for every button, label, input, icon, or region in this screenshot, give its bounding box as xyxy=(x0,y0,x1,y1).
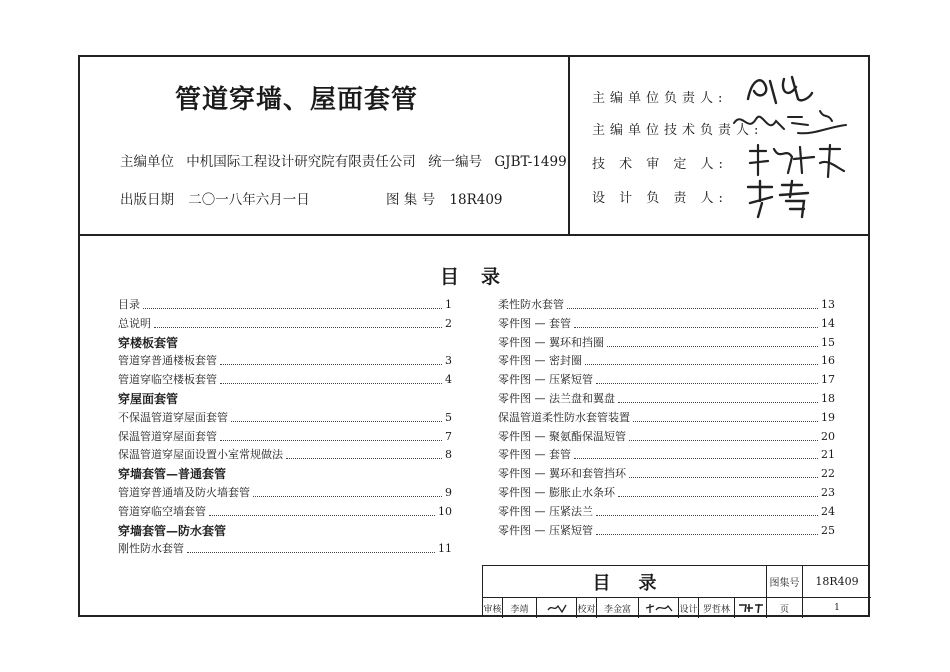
toc-page-number: 11 xyxy=(438,542,452,556)
toc-page-number: 5 xyxy=(445,410,452,424)
toc-entry-text: 零件图 — 压紧短管 xyxy=(498,373,593,387)
toc-leader-dots xyxy=(286,446,442,459)
toc-entry-text: 管道穿临空墙套管 xyxy=(118,504,206,518)
toc-entry[interactable] xyxy=(498,315,835,333)
toc-leader-dots xyxy=(574,446,818,459)
atlas-no: 18R409 xyxy=(449,192,503,208)
toc-leader-dots xyxy=(567,296,818,309)
toc-entry[interactable] xyxy=(118,428,452,446)
toc-page-number: 18 xyxy=(821,392,835,405)
toc-leader-dots xyxy=(574,315,818,328)
toc-entry[interactable] xyxy=(498,503,835,521)
signature-tech-head xyxy=(728,103,858,143)
page-label: 页 xyxy=(767,598,803,618)
toc-entry-text: 零件图 — 法兰盘和翼盘 xyxy=(498,392,615,405)
toc-entry-text: 目录 xyxy=(118,298,140,311)
toc-entry[interactable] xyxy=(118,352,452,370)
atlas-no-label: 图 集 号 xyxy=(386,192,436,208)
toc-page-number: 20 xyxy=(821,429,835,443)
design-label: 设计 xyxy=(679,598,699,618)
title-block-atlas-no-label: 图集号 xyxy=(767,566,803,598)
toc-leader-dots xyxy=(629,465,818,478)
toc-leader-dots xyxy=(607,334,818,347)
toc-entry[interactable] xyxy=(118,315,452,333)
toc-entry[interactable] xyxy=(498,371,835,389)
reviewer-name: 李靖 xyxy=(503,598,537,618)
publish-date: 二〇一八年六月一日 xyxy=(188,192,310,208)
reviewer-signature-mark xyxy=(546,602,568,614)
toc-page-number: 1 xyxy=(445,298,452,311)
check-label: 校对 xyxy=(577,598,597,618)
toc-leader-dots xyxy=(220,352,442,365)
toc-leader-dots xyxy=(596,371,818,384)
toc-entry-text: 零件图 — 膨胀止水条环 xyxy=(498,486,615,499)
toc-page-number: 9 xyxy=(445,486,452,499)
toc-page-number: 16 xyxy=(821,354,835,368)
editor-unit-line xyxy=(120,150,567,170)
toc-entry[interactable] xyxy=(118,503,452,521)
header-vertical-divider xyxy=(568,57,570,234)
toc-leader-dots xyxy=(154,315,442,328)
checker-signature-mark xyxy=(644,602,674,614)
toc-page-number: 23 xyxy=(821,486,835,499)
unified-no-label: 统一编号 xyxy=(428,154,483,170)
signature-approver xyxy=(744,141,864,181)
toc-page-number: 25 xyxy=(821,523,835,537)
toc-page-number: 17 xyxy=(821,373,835,387)
editor-unit: 中机国际工程设计研究院有限责任公司 xyxy=(186,154,416,170)
toc-entry[interactable] xyxy=(118,446,452,464)
toc-leader-dots xyxy=(231,409,442,422)
toc-leader-dots xyxy=(629,428,818,441)
chief-unit-head-label: 主编单位负责人: xyxy=(592,91,728,106)
toc-page-number: 2 xyxy=(445,316,452,330)
atlas-title: 管道穿墙、屋面套管 xyxy=(175,85,419,115)
toc-leader-dots xyxy=(618,390,818,403)
editor-unit-label: 主编单位 xyxy=(120,154,174,170)
toc-entry-text: 零件图 — 压紧法兰 xyxy=(498,504,593,518)
toc-entry-text: 零件图 — 套管 xyxy=(498,448,571,462)
toc-leader-dots xyxy=(596,522,818,535)
publish-date-line xyxy=(120,188,310,208)
drawing-sheet xyxy=(78,55,870,617)
toc-entry-text: 零件图 — 聚氨酯保温短管 xyxy=(498,429,626,443)
toc-leader-dots xyxy=(220,428,442,441)
toc-entry[interactable] xyxy=(498,334,835,352)
toc-entry[interactable] xyxy=(498,409,835,427)
toc-section-heading xyxy=(118,465,452,483)
toc-page-number: 8 xyxy=(445,448,452,462)
toc-entry-text: 管道穿普通楼板套管 xyxy=(118,354,217,368)
toc-page-number: 10 xyxy=(438,504,452,518)
toc-page-number: 13 xyxy=(821,298,835,311)
toc-entry-text: 穿墙套管—普通套管 xyxy=(118,467,227,482)
toc-page-number: 15 xyxy=(821,335,835,349)
title-block-atlas-no: 18R409 xyxy=(803,566,871,598)
toc-entry-text: 零件图 — 压紧短管 xyxy=(498,523,593,537)
review-label: 审核 xyxy=(483,598,503,618)
designer-signature-mark xyxy=(737,602,765,614)
toc-entry-text: 零件图 — 密封圈 xyxy=(498,354,582,368)
toc-page-number: 4 xyxy=(445,373,452,387)
toc-entry[interactable] xyxy=(118,484,452,502)
toc-entry-text: 零件图 — 翼环和挡圈 xyxy=(498,335,604,349)
toc-entry-text: 保温管道柔性防水套管装置 xyxy=(498,410,630,424)
reviewer-signature xyxy=(537,598,577,618)
toc-leader-dots xyxy=(220,371,442,384)
toc-page-number: 22 xyxy=(821,467,835,481)
toc-leader-dots xyxy=(596,503,818,516)
toc-leader-dots xyxy=(187,540,435,553)
toc-entry-text: 零件图 — 套管 xyxy=(498,316,571,330)
chief-unit-tech-head-label: 主编单位技术负责人: xyxy=(592,123,764,138)
toc-entry-text: 管道穿普通墙及防火墙套管 xyxy=(118,486,250,499)
designer-signature xyxy=(735,598,767,618)
toc-entry[interactable] xyxy=(498,390,835,408)
toc-page-number: 19 xyxy=(821,410,835,424)
checker-name: 李金富 xyxy=(597,598,639,618)
toc-page-number: 14 xyxy=(821,316,835,330)
toc-entry-text: 管道穿临空楼板套管 xyxy=(118,373,217,387)
toc-leader-dots xyxy=(143,296,442,309)
toc-leader-dots xyxy=(253,484,442,497)
toc-page-number: 24 xyxy=(821,504,835,518)
toc-entry[interactable] xyxy=(498,522,835,540)
toc-entry-text: 穿墙套管—防水套管 xyxy=(118,523,227,538)
designer-name: 罗哲林 xyxy=(699,598,735,618)
toc-entry[interactable] xyxy=(498,484,835,502)
toc-entry[interactable] xyxy=(498,296,835,314)
toc-entry-text: 保温管道穿屋面设置小室常规做法 xyxy=(118,448,283,462)
toc-leader-dots xyxy=(209,503,435,516)
toc-entry[interactable] xyxy=(118,540,452,558)
title-block-drawing-title: 目录 xyxy=(483,566,767,598)
toc-leader-dots xyxy=(633,409,818,422)
atlas-no-line xyxy=(386,188,503,208)
design-lead-label: 设 计 负 责 人: xyxy=(592,191,728,206)
toc-entry-text: 零件图 — 翼环和套管挡环 xyxy=(498,467,626,481)
toc-entry-text: 不保温管道穿屋面套管 xyxy=(118,410,228,424)
toc-entry[interactable] xyxy=(118,409,452,427)
header-horizontal-divider xyxy=(80,234,868,236)
toc-entry-text: 总说明 xyxy=(118,316,151,330)
toc-entry[interactable] xyxy=(498,446,835,464)
toc-entry-text: 柔性防水套管 xyxy=(498,298,564,311)
toc-leader-dots xyxy=(618,484,818,497)
page-number: 1 xyxy=(834,603,840,613)
toc-entry[interactable] xyxy=(118,296,452,314)
toc-entry[interactable] xyxy=(118,371,452,389)
toc-entry[interactable] xyxy=(498,428,835,446)
toc-entry-text: 保温管道穿屋面套管 xyxy=(118,429,217,443)
unified-no: GJBT-1499 xyxy=(494,154,567,170)
toc-entry-text: 穿楼板套管 xyxy=(118,335,179,350)
toc-section-heading xyxy=(118,522,452,540)
toc-section-heading xyxy=(118,334,452,352)
publish-date-label: 出版日期 xyxy=(120,192,174,208)
toc-section-heading xyxy=(118,390,452,408)
toc-entry-text: 穿屋面套管 xyxy=(118,392,179,406)
signature-design-lead xyxy=(742,177,832,221)
checker-signature xyxy=(639,598,679,618)
technical-approver-label: 技 术 审 定 人: xyxy=(592,157,728,172)
toc-heading: 目录 xyxy=(440,266,523,288)
toc-page-number: 3 xyxy=(445,354,452,368)
toc-page-number: 7 xyxy=(445,429,452,443)
toc-entry[interactable] xyxy=(498,352,835,370)
toc-page-number: 21 xyxy=(821,448,835,462)
toc-entry[interactable] xyxy=(498,465,835,483)
toc-leader-dots xyxy=(585,352,818,365)
title-block xyxy=(482,565,870,617)
toc-entry-text: 刚性防水套管 xyxy=(118,542,184,556)
